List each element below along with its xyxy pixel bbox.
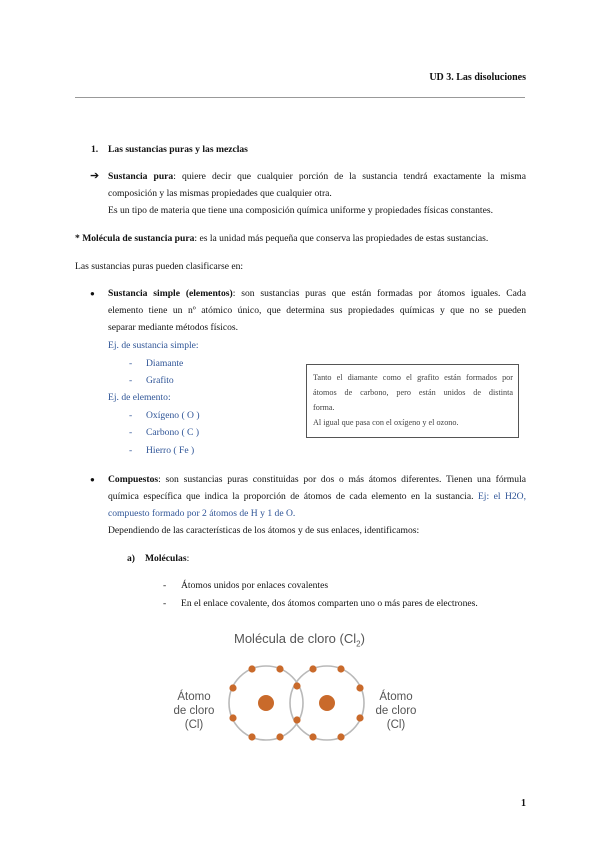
electron [356, 714, 363, 721]
dash: - [129, 375, 133, 386]
dash: - [163, 580, 167, 591]
simple-line-1-text: : son sustancias puras que están formadas por átomos iguales. Cada [232, 288, 526, 299]
atom-label-line: de cloro [375, 705, 417, 717]
note-line: Al igual que pasa con el oxígeno y el ozono. [313, 418, 459, 427]
diagram-title [234, 631, 365, 649]
right-nucleus [319, 695, 335, 711]
electron [293, 716, 300, 723]
left-nucleus [258, 695, 274, 711]
electron [309, 665, 316, 672]
note-box-text [313, 370, 513, 430]
classify-intro: Las sustancias puras pueden clasificarse en: [75, 261, 244, 272]
electron [309, 733, 316, 740]
electron [293, 682, 300, 689]
list-item: Átomos unidos por enlaces covalentes [181, 580, 329, 591]
molecules-colon: : [186, 553, 190, 564]
compounds-line-3: compuesto formado por 2 átomos de H y 1 de O. [108, 508, 296, 519]
list-item: Oxígeno ( O ) [146, 410, 200, 421]
molecules-title: Moléculas [145, 553, 187, 564]
dash: - [129, 410, 133, 421]
simple-line-1 [108, 287, 526, 300]
section-number: 1. [91, 144, 99, 155]
electron [248, 665, 255, 672]
atom-label-line: Átomo [379, 691, 413, 703]
electron [337, 665, 344, 672]
header-divider [75, 97, 525, 98]
diagram-title-text: Molécula de cloro (Cl [234, 631, 357, 646]
list-item: Diamante [146, 358, 184, 369]
note-line: átomos de carbono, pero están unidos de distinta [313, 388, 513, 397]
electron [356, 684, 363, 691]
compounds-line-1 [108, 473, 526, 486]
electrons [229, 665, 363, 740]
pure-line-1 [108, 170, 526, 183]
simple-line-3: separar mediante métodos físicos. [108, 322, 239, 333]
list-item: Grafito [146, 375, 174, 386]
molecule-term: * Molécula de sustancia pura [75, 233, 195, 244]
electron [248, 733, 255, 740]
compounds-line-2-text: química específica que indica la proporción de átomos de cada elemento en la sustancia. [108, 491, 474, 502]
diagram-title-end: ) [360, 631, 365, 646]
page-number: 1 [521, 798, 526, 809]
dash: - [129, 358, 133, 369]
left-atom-label [164, 690, 224, 732]
bullet-icon: ● [90, 475, 95, 484]
list-item: Carbono ( C ) [146, 427, 200, 438]
header-title: UD 3. Las disoluciones [429, 72, 526, 83]
molecule-definition-text: : es la unidad más pequeña que conserva las propiedades de estas sustancias. [194, 233, 489, 244]
note-line: forma. [313, 403, 335, 412]
dash: - [163, 598, 167, 609]
pure-line-3: Es un tipo de materia que tiene una composición química uniforme y propiedades físicas constantes. [108, 205, 493, 216]
atom-label-line: (Cl) [386, 719, 406, 731]
molecules-label: a) [127, 553, 135, 564]
atom-label-line: de cloro [173, 705, 215, 717]
dash: - [129, 427, 133, 438]
electron [229, 714, 236, 721]
electron [276, 665, 283, 672]
pure-line-2: composición y las mismas propiedades que cualquier otra. [108, 188, 332, 199]
simple-term: Sustancia simple (elementos) [108, 288, 233, 299]
pure-term: Sustancia pura [108, 171, 174, 182]
atom-label-line: (Cl) [184, 719, 204, 731]
compounds-line-4: Dependiendo de las características de los átomos y de sus enlaces, identificamos: [108, 525, 420, 536]
electron [276, 733, 283, 740]
compounds-example: Ej: el H2O, [477, 491, 526, 502]
atom-label-line: Átomo [177, 691, 211, 703]
compounds-line-1-text: : son sustancias puras constituidas por dos o más átomos diferentes. Tienen una fórmula [158, 474, 526, 485]
pure-line-1-text: : quiere decir que cualquier porción de la sustancia tendrá exactamente la misma [173, 171, 527, 182]
simple-line-2: elemento tiene un nº atómico único, que determina sus propiedades químicas y que no se pueden [108, 305, 526, 316]
example-simple-label: Ej. de sustancia simple: [108, 340, 199, 351]
chlorine-molecule-diagram [220, 660, 380, 750]
note-line: Tanto el diamante como el grafito están formados por [313, 373, 513, 382]
arrow-icon: ➔ [90, 170, 100, 182]
compounds-line-2 [108, 490, 526, 503]
electron [337, 733, 344, 740]
list-item: En el enlace covalente, dos átomos comparten uno o más pares de electrones. [181, 598, 478, 609]
molecules-heading [145, 552, 189, 565]
electron [229, 684, 236, 691]
example-element-label: Ej. de elemento: [108, 392, 171, 403]
dash: - [129, 445, 133, 456]
compounds-term: Compuestos [108, 474, 159, 485]
bullet-icon: ● [90, 289, 95, 298]
diagram-title-subscript: 2 [356, 639, 361, 649]
molecule-definition [75, 232, 488, 245]
list-item: Hierro ( Fe ) [146, 445, 195, 456]
section-title: Las sustancias puras y las mezclas [108, 144, 248, 155]
